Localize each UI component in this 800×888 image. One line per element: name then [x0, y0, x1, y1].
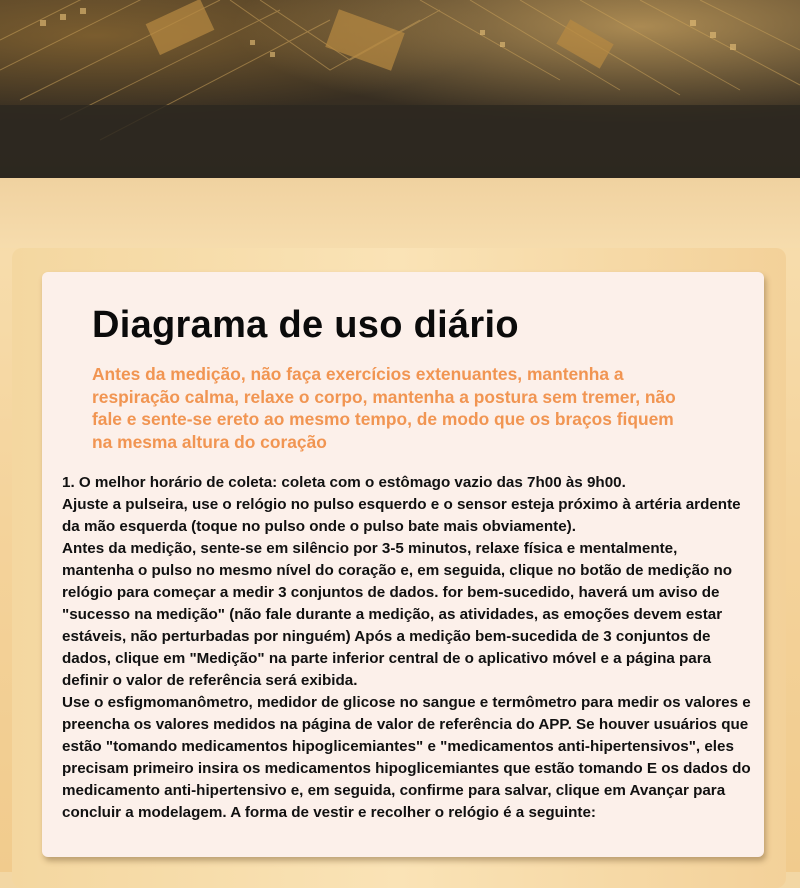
hero-banner	[0, 0, 800, 178]
instruction-paragraph: Use o esfigmomanômetro, medidor de glicose no sangue e termômetro para medir os valores e preencha os valores medidos na página de valor de referência do APP. Se houver usuários que estão "tomando medicamentos hipoglicemiantes" e "medicamentos anti-hipertensivos", eles precisam primeiro insira os medicamentos hipoglicemiantes que estão tomando E os dados do medicamento anti-hipertensivo e, em seguida, confirme para salvar, clique em Avançar para concluir a modelagem. A forma de vestir e recolher o relógio é a seguinte:	[62, 694, 751, 821]
instruction-paragraph: Antes da medição, sente-se em silêncio por 3-5 minutos, relaxe física e mentalmente, mantenha o pulso no mesmo nível do coração e, em seguida, clique no botão de medição no relógio para começar a medir 3 conjuntos de dados. for bem-sucedido, haverá um aviso de "sucesso na medição" (não fale durante a medição, as atividades, as emoções devem estar estáveis, não perturbadas por ninguém) Após a medição bem-sucedida de 3 conjuntos de dados, clique em "Medição" na parte inferior central de o aplicativo móvel e a página para definir o valor de referência será exibida.	[62, 540, 733, 689]
background-band	[0, 178, 800, 248]
instruction-paragraph: Ajuste a pulseira, use o relógio no pulso esquerdo e o sensor esteja próximo à artéria ardente da mão esquerda (toque no pulso onde o pulso bate mais obviamente).	[62, 496, 741, 535]
page-title: Diagrama de uso diário	[92, 304, 519, 346]
instructions-text	[62, 472, 752, 824]
circuit-board-image	[0, 0, 800, 178]
instruction-paragraph: 1. O melhor horário de coleta: coleta com o estômago vazio das 7h00 às 9h00.	[62, 474, 626, 491]
warning-subtitle: Antes da medição, não faça exercícios extenuantes, mantenha a respiração calma, relaxe o corpo, mantenha a postura sem tremer, não fale e sente-se ereto ao mesmo tempo, de modo que os braços fiquem na mesma altura do coração	[92, 364, 676, 452]
content-card	[42, 272, 764, 857]
